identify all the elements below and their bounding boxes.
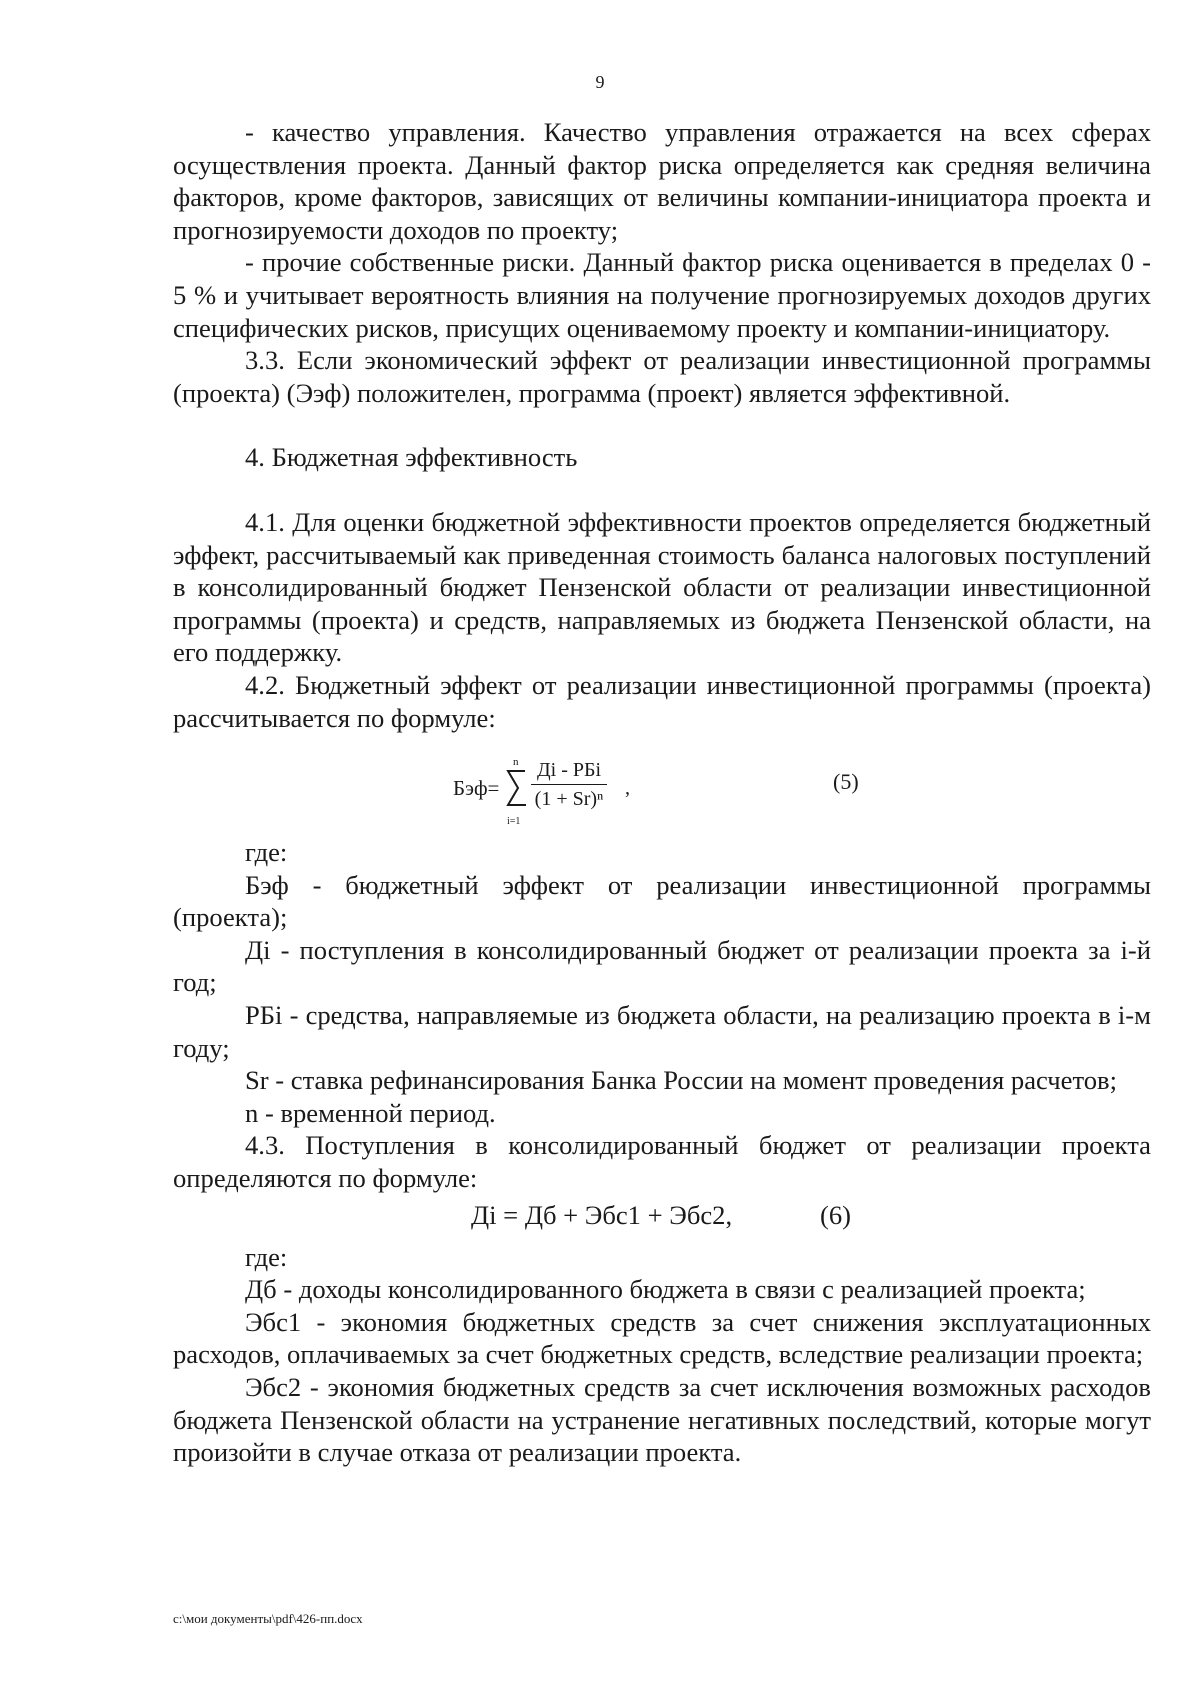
definition-ebs1: Эбс1 - экономия бюджетных средств за счет снижения эксплуатационных расходов, оплачиваемых за счет бюджетных средств, вследствие реализации проекта; xyxy=(173,1306,1151,1370)
paragraph-4-3: 4.3. Поступления в консолидированный бюджет от реализации проекта определяются по формуле: xyxy=(173,1130,1151,1194)
definition-n: n - временной период. xyxy=(245,1097,496,1128)
formula-5-number: (5) xyxy=(833,769,859,795)
paragraph-quality: - качество управления. Качество управления отражается на всех сферах осуществления проекта. Данный фактор риска определяется как средняя величина факторов, кроме факторов, зависящих от величины компании-инициатора проекта и прогнозируемости доходов по проекту; xyxy=(173,117,1151,245)
definition-di: Дi - поступления в консолидированный бюджет от реализации проекта за i-й год; xyxy=(173,934,1151,998)
paragraph-other-risks: - прочие собственные риски. Данный фактор риска оценивается в пределах 0 - 5 % и учитывает вероятность влияния на получение прогнозируемых доходов других специфических рисков, присущих оцениваемому проекту и компании-инициатору. xyxy=(173,247,1151,343)
formula-5-lhs: Бэф= xyxy=(453,776,500,801)
paragraph-4-1: 4.1. Для оценки бюджетной эффективности проектов определяется бюджетный эффект, рассчитываемый как приведенная стоимость баланса налоговых поступлений в консолидированный бюджет Пензенской области от реализации инвестиционной программы (проекта) и средств, направляемых из бюджета Пензенской области, на его поддержку. xyxy=(173,506,1151,668)
where-label-2: где: xyxy=(245,1241,288,1272)
formula-5-denominator: (1 + Sr)ⁿ xyxy=(534,788,604,811)
section-heading: 4. Бюджетная эффективность xyxy=(245,442,578,473)
summation-lower-limit: i=1 xyxy=(507,816,521,828)
definition-ebs2: Эбс2 - экономия бюджетных средств за счет исключения возможных расходов бюджета Пензенской области на устранение негативных последствий, которые могут произойти в случае отказа от реализации проекта. xyxy=(173,1372,1151,1468)
where-label-1: где: xyxy=(245,837,288,868)
definition-rbi: РБi - средства, направляемые из бюджета области, на реализацию проекта в i-м году; xyxy=(173,1000,1151,1063)
paragraph-3-3: 3.3. Если экономический эффект от реализации инвестиционной программы (проекта) (Ээф) положителен, программа (проект) является эффективной. xyxy=(173,345,1151,408)
document-body xyxy=(173,116,1151,1469)
summation-symbol xyxy=(505,756,529,826)
footer-file-path: c:\мои документы\pdf\426-пп.docx xyxy=(173,1611,363,1626)
page-number: 9 xyxy=(595,72,605,92)
formula-6-number: (6) xyxy=(820,1199,852,1230)
formula-6-expression: Дi = Дб + Эбс1 + Эбс2, xyxy=(471,1199,733,1230)
formula-5 xyxy=(173,738,1151,830)
definition-db: Дб - доходы консолидированного бюджета в связи с реализацией проекта; xyxy=(245,1274,1086,1305)
formula-6 xyxy=(173,1195,1151,1241)
definition-bef: Бэф - бюджетный эффект от реализации инвестиционной программы (проекта); xyxy=(173,869,1151,933)
formula-5-comma: , xyxy=(625,777,630,800)
formula-5-numerator: Дi - РБi xyxy=(531,756,607,785)
summation-upper-limit: n xyxy=(513,756,519,769)
definition-sr: Sr - ставка рефинансирования Банка России на момент проведения расчетов; xyxy=(245,1065,1117,1096)
paragraph-4-2: 4.2. Бюджетный эффект от реализации инвестиционной программы (проекта) рассчитывается по формуле: xyxy=(173,669,1151,733)
formula-5-fraction xyxy=(531,756,607,813)
